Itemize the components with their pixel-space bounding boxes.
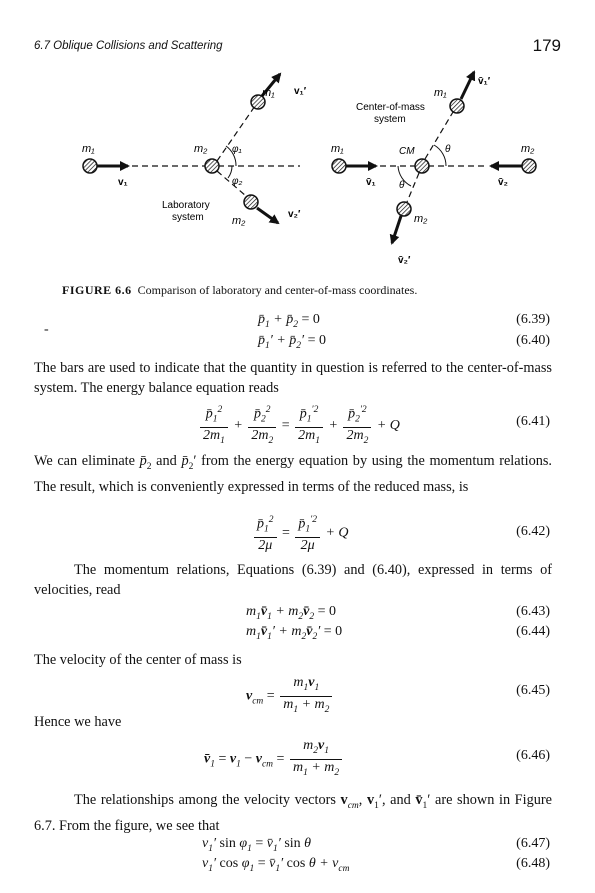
lab-phi2-label: φ₂ [232,176,243,187]
cm-theta-upper-label: θ [445,144,451,155]
equation-number: (6.39) [516,312,550,327]
cm-vb2-label: v̄₂ [498,177,509,188]
cm-point-label: CM [399,146,415,157]
equation-number: (6.48) [516,856,550,871]
paragraph-bars: The bars are used to indicate that the quantity in question is referred to the center-of-mass system. The energy balance equation reads [34,360,552,396]
cm-vb2p-path [407,173,419,202]
paragraph-velocity-cm: The velocity of the center of mass is [34,652,242,668]
lab-diagram [82,74,307,227]
cm-m1-scattered-ball [450,99,464,113]
lab-v2p-arrow [257,208,278,223]
lab-v1-label: v₁ [118,177,128,188]
equation-number: (6.42) [516,524,550,539]
equation-number: (6.44) [516,624,550,639]
lab-m2-label: m₂ [194,143,208,155]
cm-system-label-1: Center-of-mass [356,102,425,113]
equation-number: (6.43) [516,604,550,619]
cm-m1-ball [332,159,346,173]
cm-m2-ball [522,159,536,173]
page-number: 179 [532,36,561,55]
paragraph-relationships: The relationships among the velocity vectors $v_{cm}$, $v_1'$, and $v̄_1'$ are shown in Figure 6.7. From the figure, we see that [34,792,553,834]
cm-point [415,159,429,173]
equation-number: (6.47) [516,836,550,851]
cm-m2p-label: m₂ [414,213,428,225]
equation-6-42: $\frac{p̄_1^2}{2\mu}$ = $\frac{p̄_1^{'2}}{2\mu}$ + Q (6.42) [0,512,595,552]
equation-number: (6.46) [516,748,550,763]
equation-number: (6.45) [516,683,550,698]
lab-m2-scattered-ball [244,195,258,209]
caption-label: FIGURE 6.6 [62,283,132,297]
cm-vb2p-label: v̄₂′ [398,255,411,266]
stray-mark: - [44,322,49,337]
equation-6-46: $v̄_1 = v_1 - v_{cm}$ = $\frac{m_2v_1}{m_1 + m_2}$ (6.46) [204,738,550,778]
paragraph-eliminate: We can eliminate $p̄_2$ and $p̄_2'$ from the energy equation by using the momentum relations. The result, which is conveniently expressed in terms of the reduced mass, is [34,453,553,495]
caption-text: Comparison of laboratory and center-of-mass coordinates. [137,283,418,297]
lab-system-label-1: Laboratory [162,200,210,211]
figure-caption [62,283,417,298]
lab-m1-ball [83,159,97,173]
page-header [34,36,561,58]
lab-v2p-label: v₂′ [288,209,301,220]
cm-vb1-label: v̄₁ [366,177,376,188]
equation-6-45: $v_{cm}$ = $\frac{m_1v_1}{m_1 + m_2}$ (6.45) [246,675,550,715]
lab-phi1-label: φ₁ [232,144,242,155]
cm-m1-label: m₁ [331,143,344,155]
cm-diagram [331,72,536,266]
lab-m2p-label: m₂ [232,215,246,227]
cm-vb2p-arrow [392,216,401,243]
equation-number: (6.40) [516,333,550,348]
cm-vb1p-arrow [461,72,474,99]
cm-m2-label: m₂ [521,143,535,155]
paragraph-momentum: The momentum relations, Equations (6.39) and (6.40), expressed in terms of velocities, read [34,562,552,598]
cm-theta-lower-label: θ [399,180,405,191]
cm-m2-scattered-ball [397,202,411,216]
lab-m1-label: m₁ [82,143,95,155]
lab-m1p-label: m₁ [262,87,275,99]
lab-m2-ball [205,159,219,173]
equation-number: (6.41) [516,414,550,429]
equation-6-41: $\frac{p̄_1^2}{2m_1}$ + $\frac{p̄_2^2}{2m_2}$ = $\frac{p̄_1^{'2}}{2m_1}$ + $\frac{p̄_2^{'2}}{2m_2}$ + Q (6.41) [0,402,595,442]
figure-6-6 [0,60,595,275]
lab-v1p-label: v₁′ [294,86,307,97]
cm-vb1p-label: v̄₁′ [478,76,491,87]
cm-m1p-label: m₁ [434,87,447,99]
cm-system-label-2: system [374,114,406,125]
lab-system-label-2: system [172,212,204,223]
running-head: 6.7 Oblique Collisions and Scattering [34,40,223,52]
paragraph-hence: Hence we have [34,714,122,730]
